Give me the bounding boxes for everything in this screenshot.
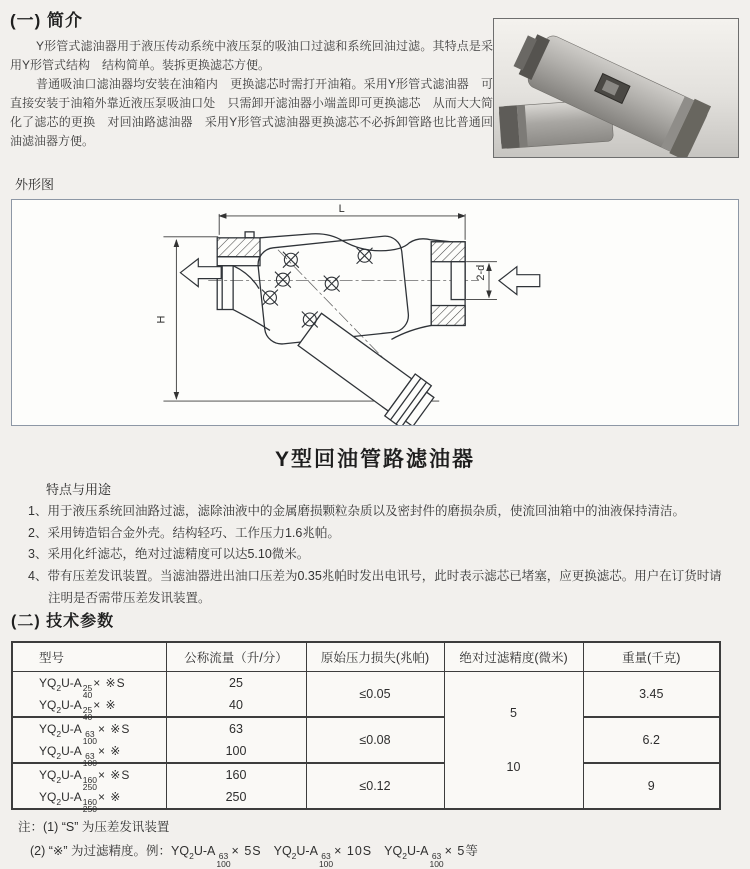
model-tail: × ※: [97, 789, 122, 804]
params-heading: (二) 技术参数: [11, 613, 115, 630]
model-subscript: 2: [291, 851, 297, 861]
fraction-top: 25: [82, 704, 93, 715]
model-designation: $YQ_2U-A$ 63 100 × 10S: [273, 844, 373, 869]
table-note-2: [30, 841, 491, 868]
outline-drawing-label: 外形图: [15, 177, 55, 192]
pressure-loss-value: ≤0.08: [306, 717, 444, 763]
params-table: [11, 641, 721, 814]
model-cell: [12, 717, 166, 768]
model-line: [39, 718, 166, 746]
model-subscript: 2: [56, 728, 62, 739]
dimension-label-2d: 2-d: [475, 264, 488, 281]
model-line: [39, 764, 166, 792]
table-header-cell: 原始压力损失(兆帕): [306, 642, 444, 671]
flow-value: 250: [225, 789, 247, 804]
precision-cell: [444, 671, 583, 809]
table-row-group: [12, 763, 720, 809]
model-designation: $YQ_2U-A$ 63 100 × ※: [39, 743, 122, 768]
model-subscript: 2: [189, 851, 194, 861]
pressure-loss-value: ≤0.12: [306, 763, 444, 809]
model-subscript: 2: [402, 851, 407, 861]
model-designation: $YQ_2U-A$ 63 100 × ※S: [39, 721, 131, 746]
fraction-bottom: 100: [429, 858, 444, 869]
feature-item: 4、带有压差发讯装置。当滤油器进出油口压差为0.35兆帕时发出电讯号，此时表示滤芯已堵塞，应更换滤芯。用户在订货时请注明是否需带压差发讯装置。: [28, 569, 722, 605]
product-photo: [494, 19, 738, 157]
fraction-bottom: 100: [318, 858, 334, 869]
model-cell: [12, 671, 166, 722]
fraction-top: 63: [321, 851, 331, 861]
note-model-example: [273, 844, 373, 869]
fraction-bottom: 40: [82, 690, 93, 700]
table-header-row: [12, 642, 720, 671]
dimension-label-L: L: [338, 202, 345, 215]
flow-value: 63: [229, 721, 243, 736]
fraction-top: 160: [82, 774, 97, 785]
flow-value: 100: [225, 743, 247, 758]
model-tail: × ※: [97, 743, 122, 758]
params-table-wrap: [11, 641, 721, 814]
outline-drawing-frame: [11, 199, 739, 426]
model-designation: $YQ_2U-A$ 160 250 × ※: [39, 789, 122, 814]
note-2-examples: [171, 844, 491, 869]
model-tail: × ※S: [93, 675, 126, 690]
fraction-top: 63: [431, 851, 442, 861]
model-line: [39, 672, 166, 700]
model-designation: $YQ_2U-A$ 25 40 × ※S: [39, 675, 126, 700]
feature-item: 2、采用铸造铝合金外壳。结构轻巧、工作压力1.6兆帕。: [28, 525, 340, 540]
intro-paragraph: Y形管式滤油器用于液压传动系统中液压泵的吸油口过滤和系统回油过滤。其特点是采用Y形管式结构 结构简单。装拆更换滤芯方便。: [10, 39, 493, 72]
model-line: [39, 690, 166, 722]
feature-item: 3、采用化纤滤芯，绝对过滤精度可以达5.10微米。: [28, 547, 310, 562]
model-designation: $YQ_2U-A$ 25 40 × ※: [39, 697, 117, 722]
dimension-label-H: H: [155, 315, 168, 324]
flow-arrow-right-icon: [499, 267, 540, 295]
fraction-top: 63: [85, 750, 95, 761]
intro-paragraphs: [10, 37, 493, 151]
flow-value: 25: [229, 675, 243, 690]
plate-bolts: [262, 248, 373, 328]
fraction-bottom: 250: [82, 804, 97, 814]
model-subscript: 2: [56, 704, 62, 715]
model-tail: × 10S: [334, 844, 373, 858]
model-designation: $YQ_2U-A$ 160 250 × ※S: [39, 767, 131, 792]
model-tail: × 5等: [444, 844, 479, 858]
feature-item: 1、用于液压系统回油路过滤，滤除油液中的金属磨损颗粒杂质以及密封件的磨损杂质，使流回油箱中的油液保持清洁。: [28, 504, 685, 518]
model-designation: $YQ_2U-A$ 63 100 × 5等: [384, 844, 479, 869]
features-heading: 特点与用途: [46, 482, 112, 497]
weight-value: 9: [583, 763, 720, 809]
outline-drawing: [12, 200, 738, 425]
fraction-bottom: 100: [82, 758, 97, 768]
table-header-cell: 绝对过滤精度(微米): [444, 642, 583, 671]
table-row-group: [12, 671, 720, 717]
flow-cell: [166, 717, 306, 763]
fraction-bottom: 100: [216, 858, 231, 869]
filter-body-outline: [217, 232, 465, 425]
model-subscript: 2: [56, 682, 62, 693]
precision-value: 5: [510, 705, 517, 720]
flow-cell: [166, 763, 306, 809]
note-model-example: [171, 844, 262, 869]
model-tail: × ※: [93, 697, 117, 712]
product-photo-frame: [493, 18, 739, 158]
weight-value: 6.2: [583, 717, 720, 763]
fraction-top: 63: [85, 728, 95, 739]
flow-value: 160: [225, 767, 247, 782]
model-tail: × ※S: [97, 767, 131, 782]
table-note-1: 注：(1) “S” 为压差发讯装置: [18, 820, 170, 834]
intro-heading: (一) 简介: [10, 11, 84, 30]
model-cell: [12, 763, 166, 814]
model-subscript: 2: [56, 750, 62, 761]
table-row-group: [12, 717, 720, 763]
dimension-L: [219, 214, 465, 240]
model-line: [39, 736, 166, 768]
table-header-cell: 型号: [12, 642, 166, 671]
model-tail: × ※S: [97, 721, 131, 736]
precision-value: 10: [506, 759, 521, 774]
table-header-cell: 重量(千克): [583, 642, 720, 671]
fraction-top: 63: [218, 851, 229, 861]
flow-value: 40: [229, 697, 243, 712]
fraction-bottom: 100: [82, 736, 97, 746]
fraction-bottom: 40: [82, 712, 93, 722]
weight-value: 3.45: [583, 671, 720, 717]
note-model-example: [384, 844, 479, 869]
flow-cell: [166, 671, 306, 717]
pressure-loss-value: ≤0.05: [306, 671, 444, 717]
model-line: [39, 782, 166, 814]
precision-values: [445, 706, 583, 774]
model-tail: × 5S: [231, 844, 262, 858]
page-title: Y型回油管路滤油器: [274, 448, 475, 471]
model-subscript: 2: [56, 774, 62, 785]
features-list: [28, 501, 734, 610]
flow-arrow-left-icon: [180, 259, 221, 287]
table-header-cell: 公称流量（升/分）: [166, 642, 306, 671]
model-subscript: 2: [56, 796, 62, 807]
fraction-top: 25: [82, 682, 93, 693]
fraction-top: 160: [82, 796, 97, 807]
note-2-lead: (2) “※” 为过滤精度。例：: [30, 844, 172, 858]
model-fraction: [82, 796, 97, 814]
fraction-bottom: 250: [82, 782, 97, 792]
intro-paragraph: 普通吸油口滤油器均安装在油箱内 更换滤芯时需打开油箱。采用Y形管式滤油器 可直接安装于油箱外靠近液压泵吸油口处 只需卸开滤油器小端盖即可更换滤芯 从而大大简化了滤芯的更换 对回油路滤油器 采用Y形管式滤油器更换滤芯不必拆卸管路也比普通回油滤油器方便。: [10, 77, 493, 148]
model-designation: $YQ_2U-A$ 63 100 × 5S: [171, 844, 262, 869]
